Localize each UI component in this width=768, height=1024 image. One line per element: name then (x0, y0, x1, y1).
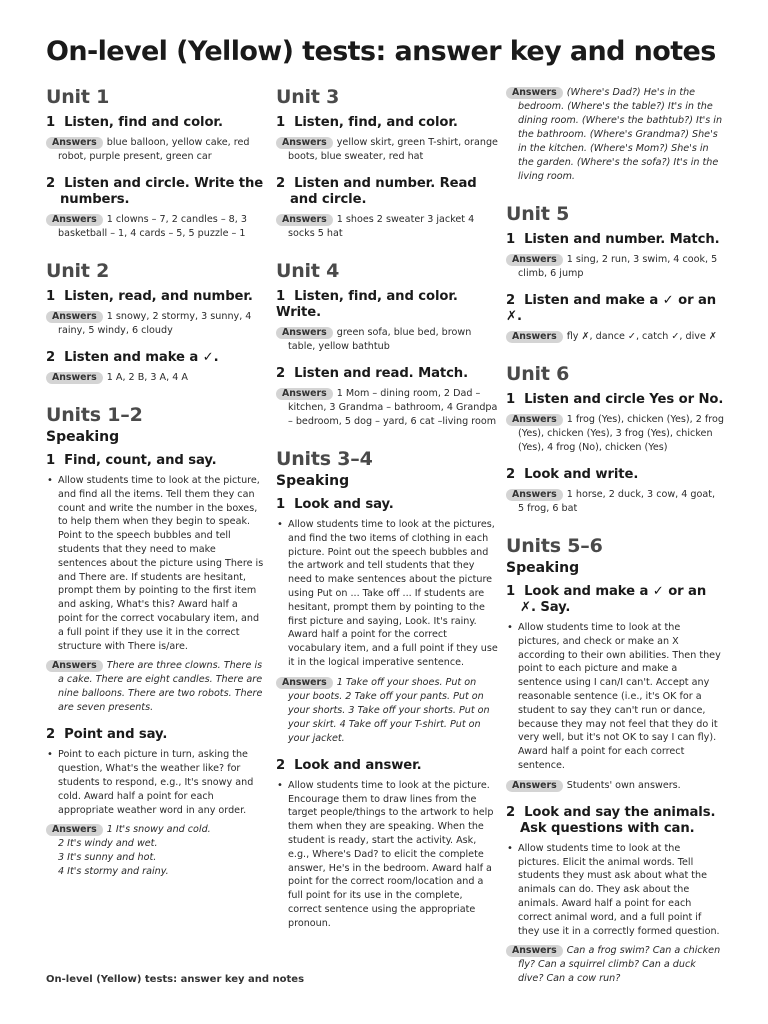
answer-block: Answers 1 clowns – 7, 2 candles – 8, 3 basketball – 1, 4 cards – 5, 5 puzzle – 1 (46, 213, 264, 241)
task-heading: 2 Point and say. (46, 727, 168, 743)
answers-badge: Answers (276, 327, 333, 339)
answers-badge: Answers (276, 137, 333, 149)
unit-heading: Unit 4 (276, 260, 340, 282)
answers-badge: Answers (276, 214, 333, 226)
unit-heading: Unit 3 (276, 86, 340, 108)
unit-heading: Unit 2 (46, 260, 110, 282)
answer-block: Answers green sofa, blue bed, brown table, yellow bathtub (276, 326, 498, 354)
answers-badge: Answers (46, 660, 103, 672)
task-heading: 1 Listen, find, and color. (276, 115, 458, 130)
task-heading: 2 Listen and circle. Write the numbers. (46, 176, 264, 207)
answer-block: Answers Can a frog swim? Can a chicken fly? Can a squirrel climb? Can a duck dive? Can a cow run? (506, 944, 724, 986)
answers-badge: Answers (46, 137, 103, 149)
answers-badge: Answers (506, 414, 563, 426)
instruction-text: • Allow students time to look at the pictures. Elicit the animal words. Tell students they must ask about what the animals can do. They ask about the animals. Award half a point for each correct animal word, and a full point if they use it in a correctly formed question. (506, 842, 724, 939)
answers-badge: Answers (276, 677, 333, 689)
column-2 (276, 82, 498, 937)
task-heading: 1 Listen and number. Match. (506, 232, 720, 247)
speaking-heading: Speaking (506, 560, 580, 576)
answer-block: Answers Students' own answers. (506, 779, 724, 793)
answer-block: Answers 1 A, 2 B, 3 A, 4 A (46, 371, 264, 385)
answers-badge: Answers (46, 372, 103, 384)
answers-badge: Answers (506, 87, 563, 99)
task-heading: 2 Look and write. (506, 467, 639, 482)
instruction-text: • Allow students time to look at the pictures, and find the two items of clothing in each picture. Point out the speech bubbles and the artwork and tell students that they need to make sentences about the picture using Put on ... Take off ... If students are hesitant, prompt them by pointing to the first picture and saying, Look. It's rainy. Award half a point for the correct vocabulary item, and a full point if they use it in the logical imperative sentence. (276, 518, 498, 670)
column-3 (506, 86, 724, 998)
task-heading: 2 Listen and make a ✓. (46, 350, 219, 365)
unit-heading: Unit 5 (506, 203, 570, 225)
answers-badge: Answers (506, 254, 563, 266)
task-heading: 2 Listen and read. Match. (276, 366, 469, 381)
task-heading: 1 Find, count, and say. (46, 453, 217, 468)
answers-badge: Answers (506, 489, 563, 501)
speaking-heading: Speaking (276, 473, 350, 489)
answers-badge: Answers (276, 388, 333, 400)
unit-heading: Units 3–4 (276, 448, 373, 470)
answers-badge: Answers (46, 311, 103, 323)
instruction-text: • Point to each picture in turn, asking the question, What's the weather like? for students to respond, e.g., It's snowy and cold. Award half a point for each appropriate weather word in any order. (46, 748, 264, 817)
answers-badge: Answers (506, 331, 563, 343)
task-heading: 1 Look and say. (276, 497, 394, 512)
column-1 (46, 82, 264, 891)
instruction-text: • Allow students time to look at the picture. Encourage them to draw lines from the target people/things to the artwork to help them when they are speaking. When the student is ready, start the activity. Ask, e.g., Where's Dad? to elicit the complete answer, He's in the bedroom. Award half a point for the correct room/location and a full point for its use in the complete, correct sentence using the appropriate pronoun. (276, 779, 498, 931)
task-heading: 1 Listen, find and color. (46, 115, 223, 130)
answers-badge: Answers (46, 824, 103, 836)
unit-heading: Units 1–2 (46, 404, 143, 426)
task-heading: 1 Listen, find, and color. Write. (276, 289, 458, 320)
answer-block: Answers fly ✗, dance ✓, catch ✓, dive ✗ (506, 330, 724, 344)
task-heading: 1 Listen and circle Yes or No. (506, 392, 724, 407)
answers-badge: Answers (46, 214, 103, 226)
answer-block: Answers 1 It's snowy and cold. 2 It's windy and wet. 3 It's sunny and hot. 4 It's stormy and rainy. (46, 823, 264, 879)
unit-heading: Units 5–6 (506, 535, 603, 557)
unit-heading: Unit 6 (506, 363, 570, 385)
instruction-text: • Allow students time to look at the pictures, and check or make an X according to their own abilities. Then they point to each picture and make a sentence using I can/I can't. Accept any reasonable sentence (i.e., it's OK for a student to say they can't run or dance, because they may not feel that they do it very well, but it's not OK to say I can fly). Award half a point for each correct sentence. (506, 621, 724, 773)
answer-block: Answers 1 frog (Yes), chicken (Yes), 2 frog (Yes), chicken (Yes), 3 frog (Yes), chicken (Yes), 4 frog (No), chicken (Yes) (506, 413, 724, 455)
task-heading: 2 Listen and number. Read and circle. (276, 176, 477, 207)
instruction-text: • Allow students time to look at the picture, and find all the items. Tell them they can count and write the number in the boxes, to help them when they begin to speak. Point to the speech bubbles and tell students that they need to make sentences about the picture using There is and There are. If students are hesitant, prompt them by pointing to the first item and asking, What's this? Award half a point for the correct vocabulary item, and a full point if they use it in the correct structure with There is/are. (46, 474, 264, 653)
task-heading: 1 Listen, read, and number. (46, 289, 253, 304)
task-heading: 2 Listen and make a ✓ or an ✗. (506, 293, 717, 324)
answers-badge: Answers (506, 945, 563, 957)
task-heading: 2 Look and say the animals. Ask questions with can. (506, 804, 716, 836)
answer-block: Answers 1 sing, 2 run, 3 swim, 4 cook, 5 climb, 6 jump (506, 253, 724, 281)
answers-badge: Answers (506, 780, 563, 792)
page-title: On-level (Yellow) tests: answer key and notes (46, 36, 716, 67)
task-heading: 1 Look and make a ✓ or an ✗. Say. (506, 584, 707, 615)
answer-block: Answers There are three clowns. There is a cake. There are eight candles. There are nine balloons. There are two robots. There are seven presents. (46, 659, 264, 715)
page-footer: On-level (Yellow) tests: answer key and notes (46, 974, 305, 985)
answer-block: Answers (Where's Dad?) He's in the bedroom. (Where's the table?) It's in the dining room. (Where's the bathtub?) It's in the bathroom. (Where's Grandma?) She's in the kitchen. (Where's Mom?) She's in the garden. (Where's the sofa?) It's in the living room. (506, 86, 724, 184)
answer-block: Answers 1 horse, 2 duck, 3 cow, 4 goat, 5 frog, 6 bat (506, 488, 724, 516)
answer-block: Answers 1 Take off your shoes. Put on your boots. 2 Take off your pants. Put on your shorts. 3 Take off your shorts. Put on your skirt. 4 Take off your T-shirt. Put on your jacket. (276, 676, 498, 746)
unit-heading: Unit 1 (46, 86, 110, 108)
answer-block: Answers 1 snowy, 2 stormy, 3 sunny, 4 rainy, 5 windy, 6 cloudy (46, 310, 264, 338)
task-heading: 2 Look and answer. (276, 757, 422, 773)
answer-block: Answers blue balloon, yellow cake, red robot, purple present, green car (46, 136, 264, 164)
answer-block: Answers 1 shoes 2 sweater 3 jacket 4 socks 5 hat (276, 213, 498, 241)
speaking-heading: Speaking (46, 429, 120, 445)
answer-block: Answers yellow skirt, green T-shirt, orange boots, blue sweater, red hat (276, 136, 498, 164)
answer-block: Answers 1 Mom – dining room, 2 Dad – kitchen, 3 Grandma – bathroom, 4 Grandpa – bedroom, 5 dog – yard, 6 cat –living room (276, 387, 498, 429)
